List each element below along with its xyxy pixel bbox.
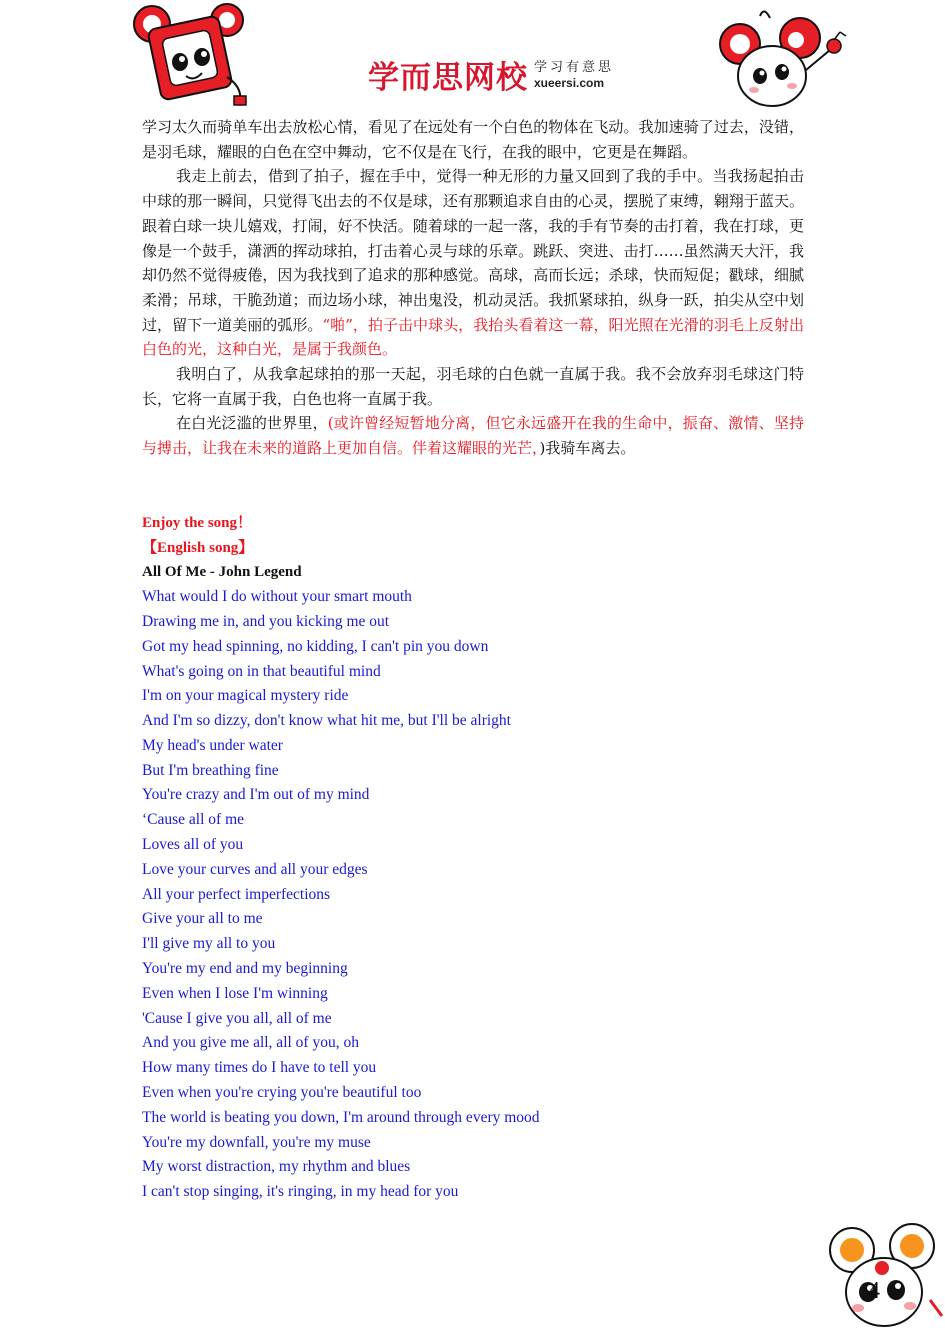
essay-paragraph-1: 学习太久而骑单车出去放松心情，看见了在远处有一个白色的物体在飞动。我加速骑了过去，没错，是羽毛球，耀眼的白色在空中舞动，它不仅是在飞行，在我的眼中，它更是在舞蹈。 — [142, 118, 804, 161]
brand-sub — [534, 61, 614, 89]
lyric-line: And you give me all, all of you, oh — [142, 1034, 359, 1052]
brand-logo — [368, 52, 614, 97]
lyric-line: The world is beating you down, I'm around through every mood — [142, 1108, 540, 1126]
lyric-line: Loves all of you — [142, 836, 244, 854]
essay-paragraph-4 — [142, 411, 804, 460]
essay-paragraph-3: 我明白了，从我拿起球拍的那一天起，羽毛球的白色就一直属于我。我不会放弃羽毛球这门特长，它将一直属于我，白色也将一直属于我。 — [142, 365, 804, 408]
lyric-line: My worst distraction, my rhythm and blues — [142, 1158, 411, 1176]
lyric-line: And I'm so dizzy, don't know what hit me, but I'll be alright — [142, 712, 511, 730]
page-number: 4 — [868, 1278, 880, 1304]
mascot-right-icon — [712, 10, 852, 110]
lyrics-list — [142, 585, 782, 1205]
lyric-line: 'Cause I give you all, all of me — [142, 1009, 332, 1027]
lyric-line: You're my end and my beginning — [142, 960, 348, 978]
lyric-line: You're crazy and I'm out of my mind — [142, 786, 370, 804]
lyric-line: What's going on in that beautiful mind — [142, 662, 381, 680]
lyric-line: I'm on your magical mystery ride — [142, 687, 349, 705]
essay-paragraph-2-text: 我走上前去，借到了拍子，握在手中，觉得一种无形的力量又回到了我的手中。当我扬起拍击中球的那一瞬间，只觉得飞出去的不仅是球，还有那颗追求自由的心灵，摆脱了束缚，翱翔于蓝天。跟着白球一块儿嬉戏，打闹，好不快活。随着球的一起一落，我的手有节奏的击打着，我在打球，更像是一个鼓手，潇洒的挥动球拍，打击着心灵与球的乐章。跳跃、突进、击打……虽然满天大汗，我却仍然不觉得疲倦，因为我找到了追求的那种感觉。高球，高而长远；杀球，快而短促；戳球，细腻柔滑；吊球，干脆劲道；而边场小球，神出鬼没，机动灵活。我抓紧球拍，纵身一跃，拍尖从空中划过，留下一道美丽的弧形。 — [142, 167, 804, 334]
lyric-line: My head's under water — [142, 736, 283, 754]
page-header — [0, 0, 945, 115]
lyric-line: Even when I lose I'm winning — [142, 984, 328, 1002]
song-title: All Of Me - John Legend — [142, 564, 302, 581]
essay-paragraph-4-end: )我骑车离去。 — [539, 439, 636, 458]
lyric-line: You're my downfall, you're my muse — [142, 1133, 371, 1151]
essay-paragraph-4-start: 在白光泛滥的世界里， — [176, 414, 328, 433]
essay-paragraph-4-highlight: (或许曾经短暂地分离，但它永远盛开在我的生命中，振奋、激情、坚持与搏击，让我在未来的道路上更加自信。伴着这耀眼的光芒， — [142, 414, 804, 458]
lyric-line: But I'm breathing fine — [142, 761, 279, 779]
mascot-bottom-icon — [826, 1220, 945, 1336]
lyric-line: I can't stop singing, it's ringing, in my head for you — [142, 1183, 459, 1201]
lyric-line: What would I do without your smart mouth — [142, 588, 412, 606]
lyric-line: Got my head spinning, no kidding, I can't pin you down — [142, 637, 489, 655]
essay-paragraph-2-highlight: “啪”，拍子击中球头，我抬头看着这一幕，阳光照在光滑的羽毛上反射出白色的光，这种白光，是属于我颜色。 — [142, 315, 804, 359]
essay-paragraph-2 — [142, 164, 804, 362]
lyric-line: Love your curves and all your edges — [142, 860, 368, 878]
lyric-line: I'll give my all to you — [142, 935, 276, 953]
brand-tagline: 学习有意思 — [534, 59, 615, 75]
lyric-line: ‘Cause all of me — [142, 811, 245, 829]
lyric-line: All your perfect imperfections — [142, 885, 331, 903]
essay-body — [142, 115, 804, 461]
lyric-line: How many times do I have to tell you — [142, 1059, 377, 1077]
song-section — [142, 511, 782, 1205]
brand-url: xueersi.com — [534, 75, 605, 90]
lyric-line: Drawing me in, and you kicking me out — [142, 612, 390, 630]
enjoy-song-heading: Enjoy the song！ — [142, 515, 253, 531]
mascot-left-icon — [132, 2, 257, 112]
brand-name: 学而思网校 — [368, 60, 528, 96]
lyric-line: Even when you're crying you're beautiful too — [142, 1084, 422, 1102]
lyric-line: Give your all to me — [142, 910, 263, 928]
english-song-tag: 【English song】 — [142, 539, 254, 556]
